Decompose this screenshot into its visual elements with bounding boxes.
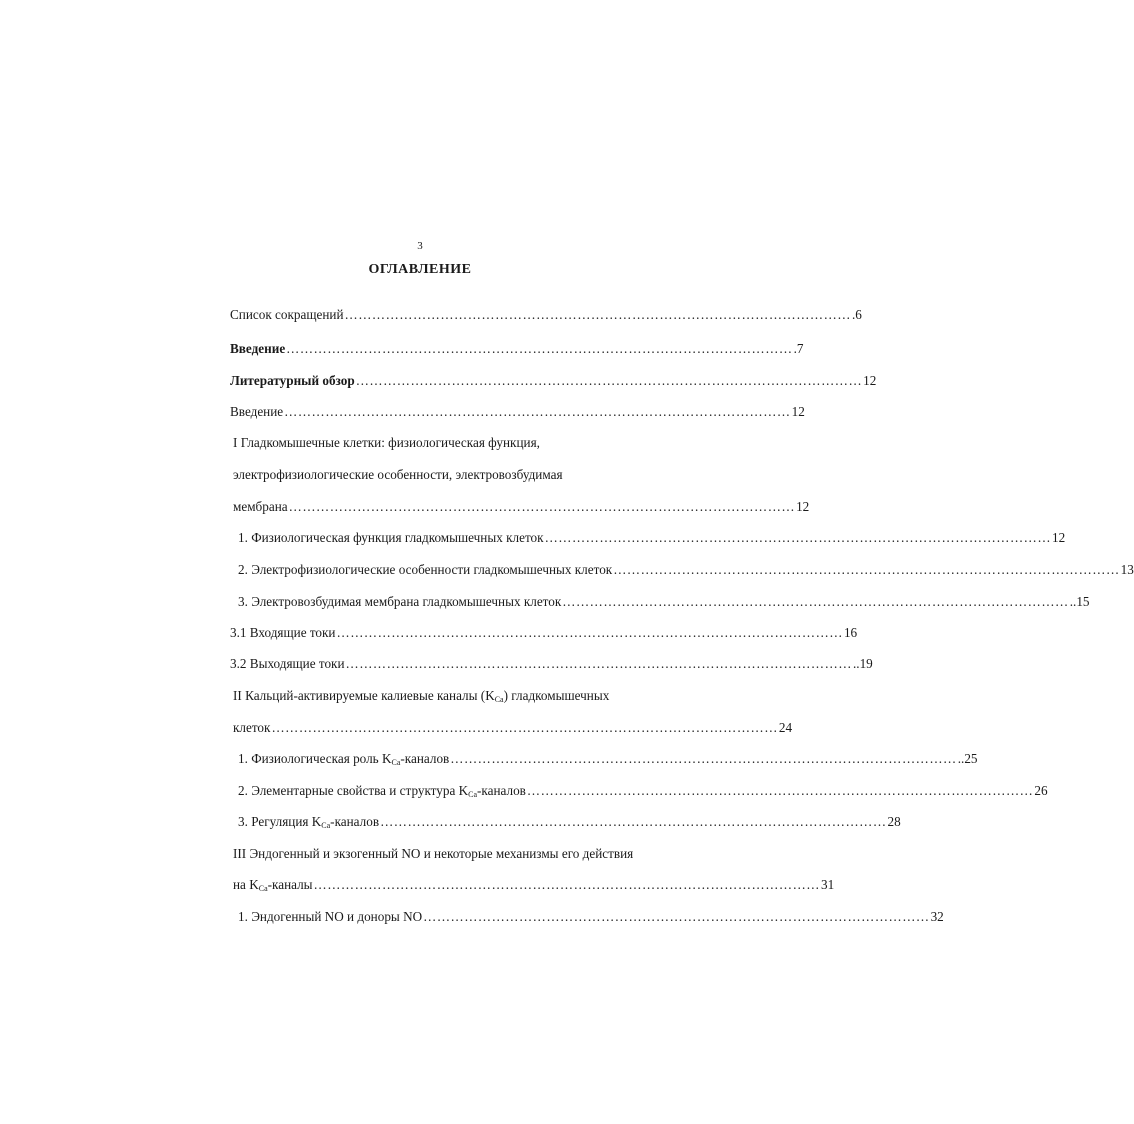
toc-page: ..25 <box>957 751 978 766</box>
toc-page: 16 <box>843 625 858 640</box>
toc-label: 2. Электрофизиологические особенности гладкомышечных клеток <box>238 562 613 577</box>
leader-dots: ………………………………………………………………………………………………… <box>336 625 843 640</box>
toc-label: клеток <box>233 720 271 735</box>
toc-page: 12 <box>863 373 877 388</box>
toc-page: 28 <box>887 814 901 829</box>
toc-label-part: II Кальций-активируемые калиевые каналы (K <box>233 688 495 703</box>
toc-section-2-3[interactable] <box>238 813 901 831</box>
toc-label: Введение <box>230 341 286 356</box>
leader-dots: ………………………………………………………………………………………………… <box>423 909 930 924</box>
toc-label: 3. Электровозбудимая мембрана гладкомышечных клеток <box>238 594 562 609</box>
toc-page: .6 <box>851 307 862 322</box>
toc-chapter-2-line-2[interactable] <box>233 719 793 737</box>
toc-page: .7 <box>793 341 804 356</box>
toc-label: Введение <box>230 404 284 419</box>
toc-page: ..19 <box>852 656 873 671</box>
toc-label: 3. Регуляция $K_{Ca}$-каналов <box>238 814 380 830</box>
toc-label: 3.1 Входящие токи <box>230 625 336 640</box>
leader-dots: ………………………………………………………………………………………………… <box>544 530 1051 545</box>
toc-section-1-1[interactable] <box>238 529 1066 547</box>
toc-entry-review-intro[interactable] <box>230 403 805 421</box>
leader-dots: ………………………………………………………………………………………………… <box>526 783 1034 798</box>
toc-section-3-1-no[interactable] <box>238 908 944 926</box>
toc-label: Литературный обзор <box>230 373 355 388</box>
leader-dots: ………………………………………………………………………………………………… <box>286 341 793 356</box>
toc-chapter-2-line-1[interactable] <box>233 687 609 709</box>
toc-entry-literature-review[interactable] <box>230 372 877 390</box>
leader-dots: ………………………………………………………………………………………………… <box>284 404 791 419</box>
leader-dots: ………………………………………………………………………………………………… <box>613 562 1120 577</box>
toc-label: 2. Элементарные свойства и структура $K_{Ca}$-каналов <box>238 783 526 799</box>
toc-page: 12 <box>796 499 810 514</box>
leader-dots: ………………………………………………………………………………………………… <box>380 814 887 829</box>
toc-page: 12 <box>791 404 805 419</box>
toc-label: мембрана <box>233 499 288 514</box>
toc-label: 1. Физиологическая роль $K_{Ca}$-каналов <box>238 751 450 767</box>
page-number: 3 <box>417 240 423 252</box>
toc-section-1-2[interactable] <box>238 561 1134 579</box>
toc-page: 12 <box>1052 530 1066 545</box>
toc-label: 3.2 Выходящие токи <box>230 656 345 671</box>
leader-dots: ………………………………………………………………………………………………… <box>344 307 851 322</box>
leader-dots: ………………………………………………………………………………………………… <box>355 373 863 388</box>
toc-page: 26 <box>1034 783 1048 798</box>
leader-dots: ………………………………………………………………………………………………… <box>271 720 778 735</box>
toc-entry-abbreviations[interactable] <box>230 306 862 324</box>
toc-section-3-2[interactable] <box>230 655 873 673</box>
leader-dots: ………………………………………………………………………………………………… <box>288 499 796 514</box>
leader-dots: ………………………………………………………………………………………………… <box>313 877 820 892</box>
toc-label: 1. Эндогенный NO и доноры NO <box>238 909 423 924</box>
toc-label: 1. Физиологическая функция гладкомышечных клеток <box>238 530 544 545</box>
toc-page: 32 <box>930 909 944 924</box>
toc-page: 31 <box>820 877 835 892</box>
toc-page: 13 <box>1120 562 1134 577</box>
leader-dots: ………………………………………………………………………………………………… <box>450 751 957 766</box>
toc-section-2-2[interactable] <box>238 782 1048 800</box>
toc-page: ..15 <box>1069 594 1090 609</box>
page-title: ОГЛАВЛЕНИЕ <box>368 262 472 277</box>
leader-dots: ………………………………………………………………………………………………… <box>345 656 852 671</box>
toc-label: Список сокращений <box>230 307 344 322</box>
toc-chapter-1-line-3[interactable] <box>233 498 810 516</box>
toc-section-1-3[interactable] <box>238 593 1090 611</box>
toc-page: 24 <box>778 720 793 735</box>
toc-section-3-1[interactable] <box>230 624 858 642</box>
toc-chapter-1-line-2[interactable]: электрофизиологические особенности, электровозбудимая <box>233 467 563 482</box>
toc-section-2-1[interactable] <box>238 750 978 768</box>
toc-chapter-3-line-2[interactable] <box>233 876 835 894</box>
leader-dots: ………………………………………………………………………………………………… <box>562 594 1069 609</box>
subscript: Ca <box>494 695 504 704</box>
toc-label: на $K_{Ca}$-каналы <box>233 877 313 893</box>
toc-chapter-1-line-1[interactable]: I Гладкомышечные клетки: физиологическая функция, <box>233 435 540 450</box>
toc-entry-introduction[interactable] <box>230 340 804 358</box>
toc-chapter-3-line-1[interactable]: III Эндогенный и экзогенный NO и некоторые механизмы его действия <box>233 846 634 861</box>
toc-label-part: ) гладкомышечных <box>503 688 610 703</box>
